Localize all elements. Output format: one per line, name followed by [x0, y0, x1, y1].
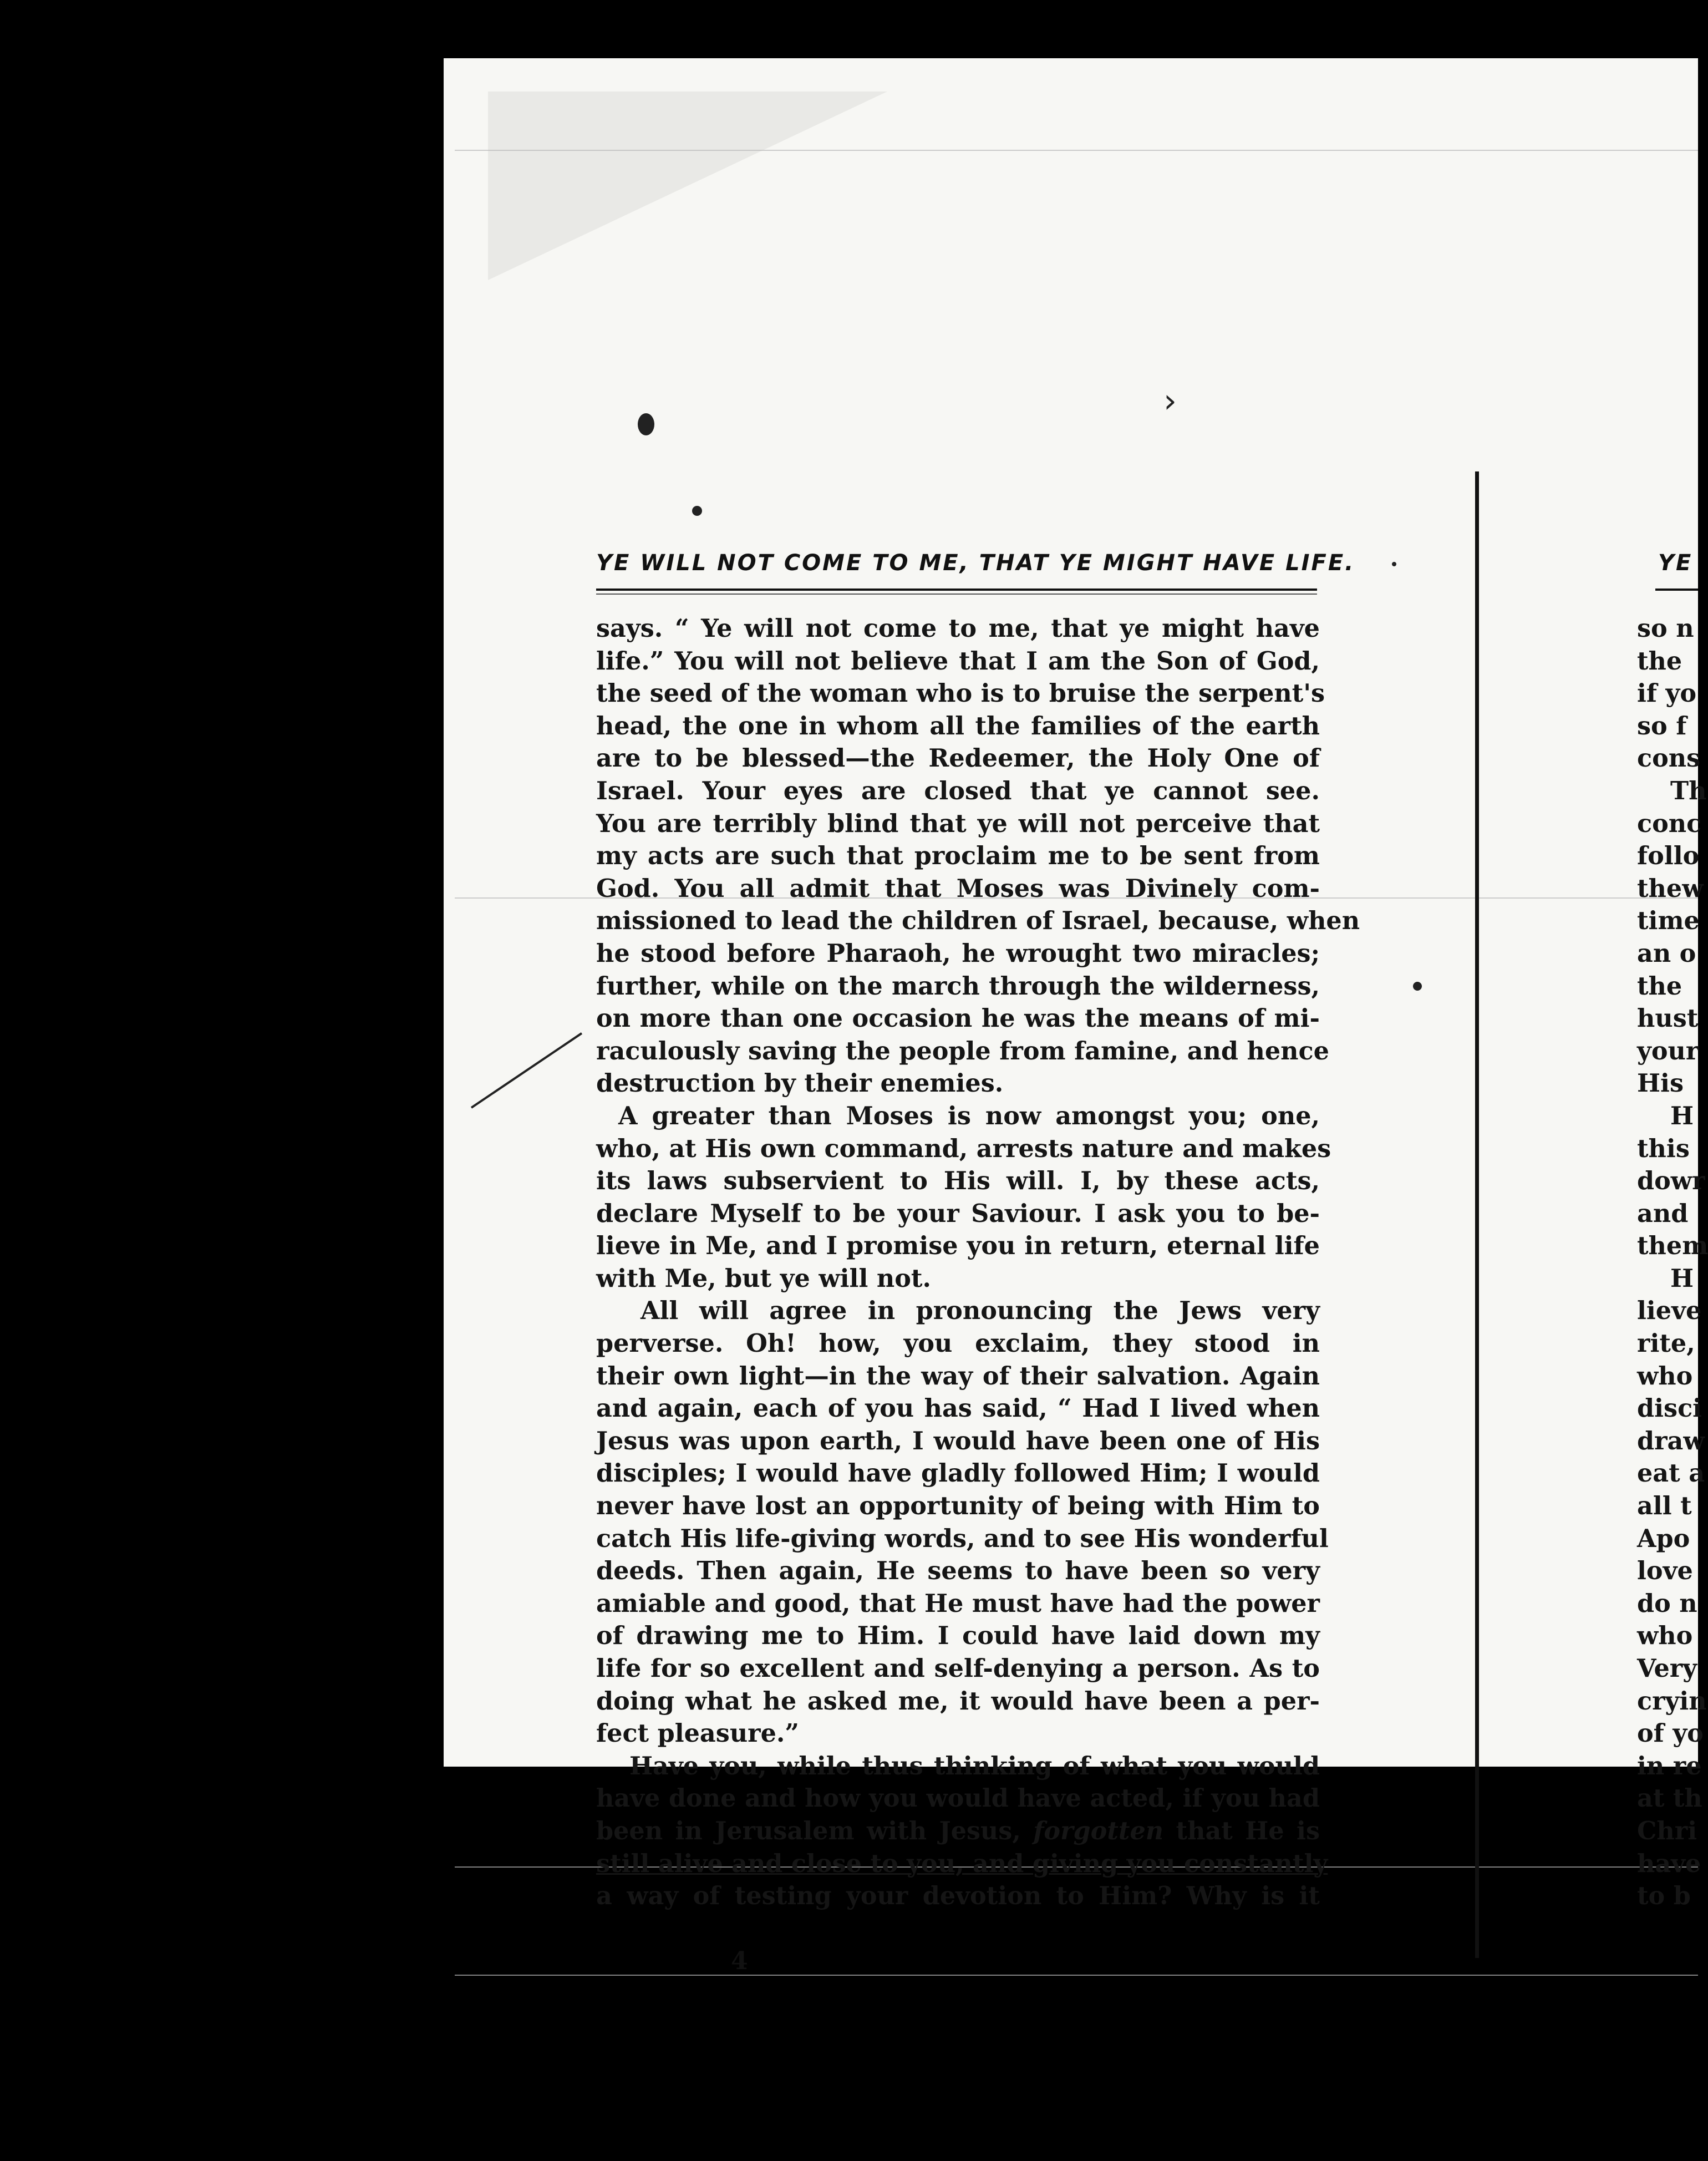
text-line: to b	[1637, 1881, 1691, 1911]
text-line: follo	[1637, 841, 1700, 871]
head-rule-thin	[596, 593, 1317, 595]
text-line: Have you, while thus thinking of what you would	[629, 1751, 1320, 1780]
text-line: Apo	[1637, 1524, 1690, 1553]
text-line: an o	[1637, 939, 1696, 968]
column-divider	[1475, 471, 1479, 1958]
text-line: disci	[1637, 1394, 1702, 1423]
text-line: he stood before Pharaoh, he wrought two miracles;	[596, 939, 1320, 968]
text-line: life for so excellent and self-denying a person. As to	[596, 1654, 1320, 1683]
right-text-column-cropped	[1637, 612, 1708, 1913]
ink-dot	[1413, 982, 1422, 991]
text-line: this	[1637, 1134, 1690, 1163]
text-line: eat a	[1637, 1459, 1705, 1488]
text-line: the seed of the woman who is to bruise the serpent's	[596, 679, 1325, 708]
text-line: of drawing me to Him. I could have laid down my	[596, 1621, 1320, 1651]
scan-streak	[455, 1975, 1698, 1976]
text-line: so f	[1637, 711, 1687, 740]
text-line: never have lost an opportunity of being with Him to	[596, 1492, 1320, 1521]
text-line: are to be blessed—the Redeemer, the Holy One of	[596, 744, 1320, 773]
text-line: who, at His own command, arrests nature and makes	[596, 1134, 1331, 1163]
text-line: head, the one in whom all the families of the earth	[596, 711, 1320, 740]
text-line: time	[1637, 906, 1700, 936]
text-line: have done and how you would have acted, if you had	[596, 1784, 1320, 1813]
text-line: and	[1637, 1199, 1689, 1228]
italic-word: forgotten	[1033, 1816, 1164, 1845]
text-line: its laws subservient to His will. I, by these acts,	[596, 1166, 1320, 1196]
text-line: lieve in Me, and I promise you in return, eternal life	[596, 1231, 1320, 1261]
text-line: them	[1637, 1231, 1708, 1261]
text-line: cryin	[1637, 1686, 1707, 1716]
text-line: and again, each of you has said, “ Had I lived when	[596, 1394, 1320, 1423]
text-line: doing what he asked me, it would have been a per-	[596, 1686, 1320, 1716]
text-line: fect pleasure.”	[596, 1719, 800, 1748]
text-line: Th	[1670, 776, 1707, 805]
text-line: cons	[1637, 744, 1701, 773]
text-line: draw	[1637, 1426, 1705, 1455]
pencil-mark: ›	[1163, 382, 1177, 420]
text-line: rite,	[1637, 1329, 1695, 1358]
text-line: Israel. Your eyes are closed that ye cannot see.	[596, 776, 1320, 805]
text-line: do n	[1637, 1589, 1697, 1618]
text-line: raculously saving the people from famine, and hence	[596, 1036, 1329, 1066]
text-line: my acts are such that proclaim me to be sent from	[596, 841, 1320, 871]
text-line: catch His life-giving words, and to see His wonderful	[596, 1524, 1329, 1553]
text-line: Jesus was upon earth, I would have been one of His	[596, 1426, 1320, 1455]
text-line: your	[1637, 1036, 1699, 1066]
text-line: lieve	[1637, 1296, 1702, 1326]
text-line: God. You all admit that Moses was Divinely com-	[596, 874, 1320, 903]
text-line: so n	[1637, 614, 1694, 643]
text-line: hust	[1637, 1004, 1699, 1033]
text-line: All will agree in pronouncing the Jews very	[640, 1296, 1320, 1326]
text-line: His	[1637, 1069, 1684, 1098]
text-line: declare Myself to be your Saviour. I ask you to be-	[596, 1199, 1320, 1228]
text-line: You are terribly blind that ye will not perceive that	[596, 809, 1320, 838]
text-line: Chri	[1637, 1816, 1697, 1845]
text-line: destruction by their enemies.	[596, 1069, 1004, 1098]
text-line: with Me, but ye will not.	[596, 1264, 931, 1293]
text-line: conc	[1637, 809, 1702, 838]
text-line: have	[1637, 1849, 1701, 1878]
text-line: H	[1670, 1101, 1694, 1130]
text-line: all t	[1637, 1492, 1692, 1521]
text-line: who	[1637, 1621, 1693, 1651]
text-line: their own light—in the way of their salvation. Again	[596, 1361, 1320, 1391]
text-line: who	[1637, 1361, 1693, 1391]
text-fragment: been in Jerusalem with Jesus,	[596, 1816, 1021, 1845]
text-line-with-italic	[596, 1815, 1320, 1848]
right-running-head: YE	[1658, 550, 1693, 576]
text-line: on more than one occasion he was the means of mi-	[596, 1004, 1320, 1033]
page-number: 4	[731, 1947, 748, 1975]
text-line: a way of testing your devotion to Him? Why is it	[596, 1881, 1320, 1911]
text-line: if yo	[1637, 679, 1697, 708]
ink-dot	[692, 506, 702, 516]
head-rule	[596, 589, 1317, 591]
scan-streak	[455, 150, 1698, 151]
text-fragment: that He is	[1163, 1816, 1320, 1845]
ink-dot	[1392, 562, 1396, 566]
text-line: life.” You will not believe that I am the Son of God,	[596, 646, 1320, 676]
text-line: still alive and close to you, and giving you constantly	[596, 1849, 1328, 1878]
text-line: amiable and good, that He must have had the power	[596, 1589, 1320, 1618]
body-text-column	[596, 612, 1360, 1913]
scan-border-top	[0, 0, 1698, 58]
text-line: disciples; I would have gladly followed Him; I would	[596, 1459, 1320, 1488]
text-line: H	[1670, 1264, 1694, 1293]
text-line: at th	[1637, 1784, 1702, 1813]
text-line: perverse. Oh! how, you exclaim, they stood in	[596, 1329, 1320, 1358]
running-head: YE WILL NOT COME TO ME, THAT YE MIGHT HAVE LIFE.	[596, 550, 1355, 576]
folded-corner	[488, 92, 887, 280]
text-line: further, while on the march through the wilderness,	[596, 971, 1320, 1001]
text-line: says. “ Ye will not come to me, that ye might have	[596, 614, 1320, 643]
text-line: the	[1637, 646, 1682, 676]
text-line: of yo	[1637, 1719, 1704, 1748]
text-line: love	[1637, 1556, 1693, 1586]
text-line: thew	[1637, 874, 1704, 903]
text-line: missioned to lead the children of Israel, because, when	[596, 906, 1360, 936]
ink-blot	[638, 413, 654, 435]
text-line: the	[1637, 971, 1682, 1001]
text-line: in re	[1637, 1751, 1702, 1780]
text-line: Very	[1637, 1654, 1697, 1683]
text-line: dowr	[1637, 1166, 1705, 1196]
right-head-rule	[1655, 589, 1698, 591]
text-line: deeds. Then again, He seems to have been so very	[596, 1556, 1320, 1586]
text-line: A greater than Moses is now amongst you; one,	[618, 1101, 1320, 1130]
